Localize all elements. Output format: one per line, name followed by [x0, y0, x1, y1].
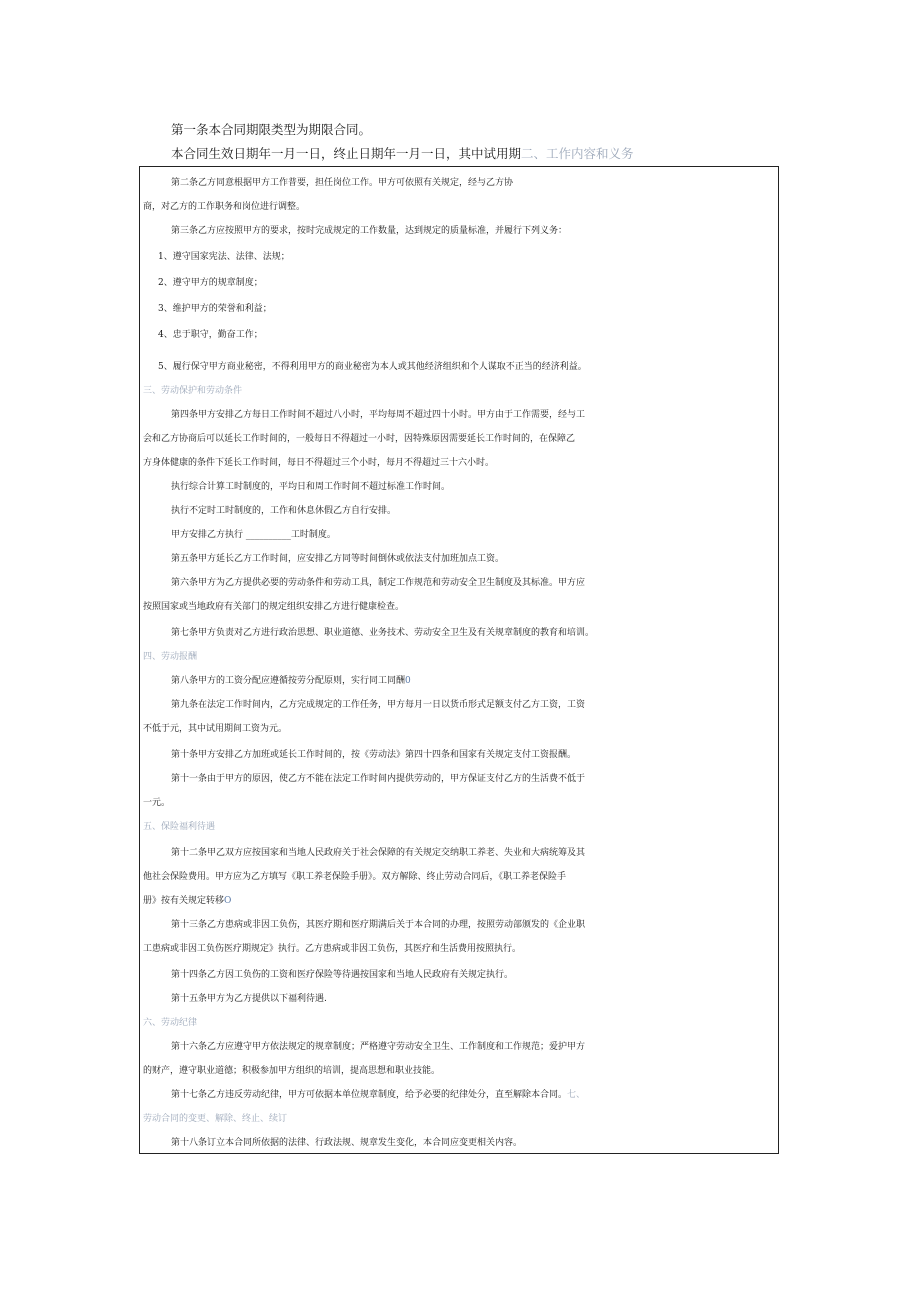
article-13-line-1: 第十三条乙方患病或非因工负伤，其医疗期和医疗期满后关于本合同的办理，按照劳动部颁发的《企业职	[171, 920, 586, 930]
hours-system-line: 甲方安排乙方执行 __________工时制度。	[171, 530, 336, 540]
article-4-line-2: 会和乙方协商后可以延长工作时间的，一般每日不得超过一小时，因特殊原因需要延长工作时间的，在保障乙	[143, 434, 576, 444]
article-2-line-2: 商，对乙方的工作职务和岗位进行调整。	[143, 202, 306, 212]
section-heading-6: 六、劳动纪律	[143, 1018, 198, 1028]
article-4-line-1: 第四条甲方安排乙方每日工作时间不超过八小时，平均每周不超过四十小时。甲方由于工作需要，经与工	[171, 410, 586, 420]
duty-item-5: 5、履行保守甲方商业秘密，不得利用甲方的商业秘密为本人或其他经济组织和个人谋取不正当的经济利益。	[158, 362, 587, 372]
section-heading-3: 三、劳动保护和劳动条件	[143, 386, 243, 396]
article-17: 第十七条乙方违反劳动纪律，甲方可依据本单位规章制度，给予必要的纪律处分，直至解除本合同。七、	[171, 1090, 586, 1100]
article-2-line-1: 第二条乙方同意根据甲方工作普要，担任岗位工作。甲方可依照有关规定，经与乙方协	[171, 178, 514, 188]
article-8: 第八条甲方的工资分配应遵循按劳分配原则，实行同工同酬0	[171, 676, 411, 686]
flexible-hours: 执行不定时工时制度的，工作和休息休假乙方自行安排。	[171, 506, 397, 516]
section-heading-5: 五、保险福利待遇	[143, 822, 216, 832]
article-12-line-1: 第十二条甲乙双方应按国家和当地人民政府关于社会保障的有关规定交纳职工养老、失业和大病统筹及其	[171, 848, 586, 858]
effective-date-line: 本合同生效日期年一月一日，终止日期年一月一日，其中试用期二、工作内容和义务	[171, 146, 634, 161]
article-6-line-2: 按照国家或当地政府有关部门的规定组织安排乙方进行健康检查。	[143, 602, 405, 612]
pre-box-text	[140, 118, 780, 166]
duty-item-4: 4、忠于职守，勤奋工作；	[158, 330, 263, 340]
article-9-line-2: 不低于元，其中试用期间工资为元。	[143, 724, 288, 734]
section-heading-7-prefix: 七、	[567, 1090, 586, 1100]
section-heading-4: 四、劳动报酬	[143, 652, 198, 662]
article-5: 第五条甲方延长乙方工作时间，应安排乙方同等时间倒休或依法支付加班加点工资。	[171, 554, 505, 564]
duty-item-3: 3、维护甲方的荣誉和利益；	[158, 304, 272, 314]
article-7: 第七条甲方负责对乙方进行政治思想、职业道德、业务技术、劳动安全卫生及有关规章制度的教育和培训。	[171, 628, 595, 638]
article-16-line-1: 第十六条乙方应遵守甲方依法规定的规章制度；严格遵守劳动安全卫生、工作制度和工作规范；爱护甲方	[171, 1042, 586, 1052]
article-10: 第十条甲方安排乙方加班或延长工作时间的，按《劳动法》第四十四条和国家有关规定支付工资报酬。	[171, 750, 577, 760]
article-16-line-2: 的财产，遵守职业道德；积极参加甲方组织的培训，提高思想和职业技能。	[143, 1066, 441, 1076]
article-11-line-1: 第十一条由于甲方的原因，使乙方不能在法定工作时间内提供劳动的，甲方保证支付乙方的生活费不低于	[171, 774, 586, 784]
contract-body-box	[139, 166, 779, 1154]
comprehensive-hours: 执行综合计算工时制度的，平均日和周工作时间不超过标准工作时间。	[171, 482, 451, 492]
article-11-line-2: 一元。	[143, 798, 171, 808]
section-heading-2: 二、工作内容和义务	[521, 146, 634, 161]
duty-item-2: 2、遵守甲方的规章制度；	[158, 278, 263, 288]
section-heading-7: 劳动合同的变更、解除、终止、续订	[143, 1114, 288, 1124]
article-8-mark: 0	[405, 676, 411, 686]
article-9-line-1: 第九条在法定工作时间内，乙方完成规定的工作任务，甲方每月一日以货币形式足额支付乙方工资，工资	[171, 700, 586, 710]
article-1: 第一条本合同期限类型为期限合同。	[171, 122, 372, 137]
duty-item-1: 1、遵守国家宪法、法律、法规；	[158, 252, 290, 262]
article-6-line-1: 第六条甲方为乙方提供必要的劳动条件和劳动工具，制定工作规范和劳动安全卫生制度及其标准。甲方应	[171, 578, 586, 588]
article-13-line-2: 工患病或非因工负伤医疗期规定》执行。乙方患病或非因工负伤，其医疗和生活费用按照执行。	[143, 944, 522, 954]
article-12-mark: O	[224, 896, 232, 906]
article-15: 第十五条甲方为乙方提供以下福利待遇.	[171, 994, 327, 1004]
article-14: 第十四条乙方因工负伤的工资和医疗保险等待遇按国家和当地人民政府有关规定执行。	[171, 970, 514, 980]
article-18: 第十八条订立本合同所依据的法律、行政法规、规章发生变化，本合同应变更相关内容。	[171, 1138, 523, 1148]
article-3: 第三条乙方应按照甲方的要求，按时完成规定的工作数量，达到规定的质量标准，并履行下列义务：	[171, 226, 568, 236]
article-4-line-3: 方身体健康的条件下延长工作时间，每日不得超过三个小时，每月不得超过三十六小时。	[143, 458, 495, 468]
article-12-line-3: 册》按有关规定转移O	[143, 896, 232, 906]
article-12-line-2: 他社会保险费用。甲方应为乙方填写《职工养老保险手册》。双方解除、终止劳动合同后，《职工养老保险手	[143, 872, 567, 882]
